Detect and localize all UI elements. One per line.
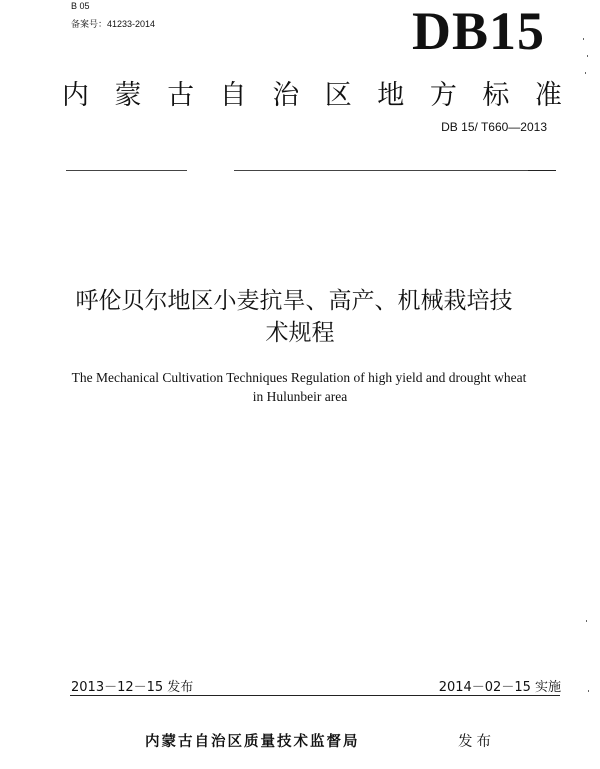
- scan-speck: [585, 72, 586, 74]
- standard-type-heading: [62, 73, 562, 112]
- issuing-authority: 内蒙古自治区质量技术监督局: [145, 734, 360, 750]
- issue-date: 2013－12－15 发布: [71, 680, 194, 695]
- standard-type-char: 标: [482, 80, 510, 111]
- scan-speck: [586, 620, 587, 622]
- scan-speck: [587, 55, 588, 57]
- standard-type-char: 区: [324, 80, 352, 111]
- standard-type-char: 蒙: [114, 80, 142, 111]
- title-en-line2: in Hulunbeir area: [252, 389, 348, 404]
- standard-type-char: 古: [167, 80, 195, 111]
- standard-logo: DB15: [411, 1, 545, 61]
- standard-type-char: 准: [534, 80, 562, 111]
- standard-type-char: 方: [429, 80, 457, 111]
- ics-code: B 05: [71, 1, 90, 11]
- scan-speck: [583, 38, 584, 40]
- title-cn-line1: 呼伦贝尔地区小麦抗旱、高产、机械栽培技: [75, 288, 513, 314]
- header-rule-left: [66, 170, 187, 171]
- footer-rule: [70, 695, 560, 696]
- title-en-line1: The Mechanical Cultivation Techniques Regulation of high yield and drought wheat: [71, 370, 527, 385]
- publish-label: 发布: [458, 734, 495, 750]
- standard-type-char: 内: [62, 80, 89, 111]
- standard-number: DB 15/ T660—2013: [441, 120, 547, 134]
- title-cn-line2: 术规程: [265, 320, 335, 346]
- standard-type-char: 自: [219, 80, 247, 111]
- scan-speck: [588, 690, 589, 692]
- implementation-date: 2014－02－15 实施: [438, 680, 561, 695]
- header-rule-right: [234, 170, 556, 171]
- record-number: 备案号：41233-2014: [71, 19, 156, 29]
- standard-type-char: 地: [377, 80, 405, 111]
- standard-type-char: 治: [272, 80, 300, 111]
